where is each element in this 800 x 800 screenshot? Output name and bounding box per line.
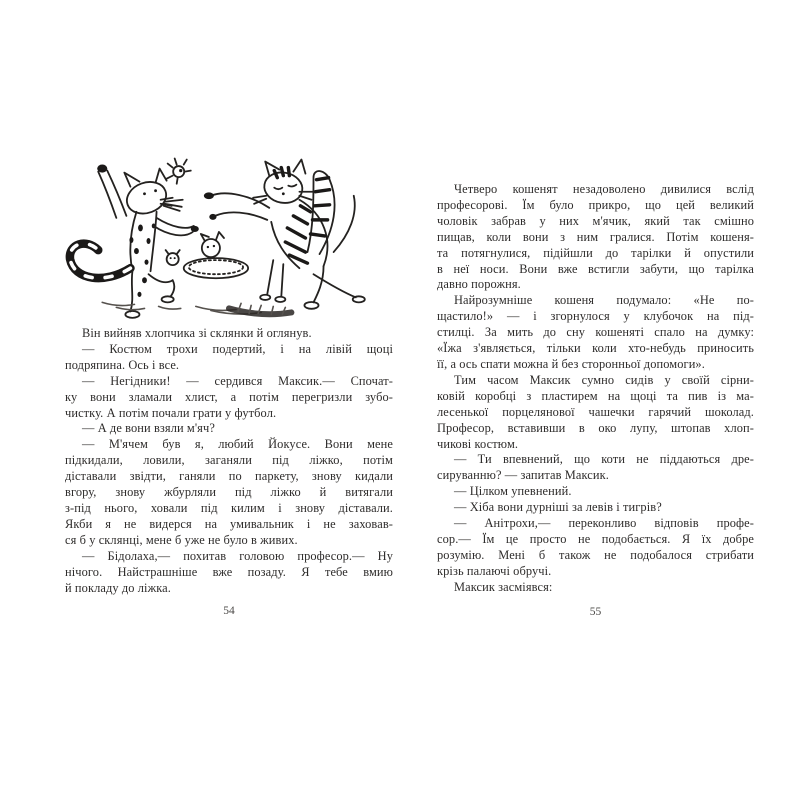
text-line: з-під нього, ховали під килим і знову діставали. <box>65 500 393 515</box>
text-line: лесенької порцелянової чашечки гарячий шоколад. <box>437 404 754 419</box>
text-line: крізь палаючі обручі. <box>437 563 552 578</box>
text-line: Тим часом Максик сумно сидів у своїй сірни- <box>454 372 754 387</box>
right-page-text <box>437 182 754 596</box>
text-line: чикові костюм. <box>437 436 519 451</box>
text-line: — Цілком упевнений. <box>454 484 572 499</box>
text-line: сор.— Їм це просто не подобається. Я їх добре <box>437 531 754 546</box>
text-line: щастило!» — і згорнулося у клубочок на під- <box>437 309 754 324</box>
left-page-text <box>65 326 393 596</box>
text-line: сируванню? — запитав Максик. <box>437 468 609 483</box>
text-line: Якби я не видерся на умивальник і не заховав- <box>65 516 393 531</box>
text-line: — Негідники! — сердився Максик.— Спочат- <box>82 373 393 388</box>
text-line: й покладу до ліжка. <box>65 580 171 595</box>
text-line: Професор, вставивши в око лупу, штопав хлоп- <box>437 420 754 435</box>
text-line: чистку. А потім почали грати у футбол. <box>65 405 277 420</box>
text-line: ся б у склянці, мене б уже не було в живих. <box>65 532 298 547</box>
text-line: — А де вони взяли м'яч? <box>82 421 215 436</box>
text-line: Четверо кошенят незадоволено дивилися вслід <box>454 182 754 196</box>
text-line: стилці. За мить до сну кошеняті спало на думку: <box>437 325 754 340</box>
text-line: Найрозумніше кошеня подумало: «Не по- <box>454 293 754 308</box>
text-line: — Костюм трохи подертий, і на лівій щоці <box>82 341 393 356</box>
text-line: розумію. Мені б також не подобалося стрибати <box>437 547 754 562</box>
text-line: ку вони зламали хлист, а потім перегризли зубо- <box>65 389 393 404</box>
text-line: «Їжа з'являється, тільки коли хто-небудь приносить <box>437 341 754 356</box>
text-line: професорові. Їм було прикро, що цей великий <box>437 197 754 212</box>
text-line: — Анітрохи,— переконливо відповів профе- <box>454 516 754 531</box>
text-line: в неї носи. Вони вже встигли забути, що тарілка <box>437 261 754 276</box>
text-line: підкидали, ловили, заганяли під ліжко, потім <box>65 453 393 468</box>
text-line: Він вийняв хлопчика зі склянки й оглянув. <box>82 326 312 340</box>
text-line: — Бідолаха,— похитав головою професор.— Ну <box>82 548 393 563</box>
cats-illustration <box>60 155 398 323</box>
text-line: подряпина. Ось і все. <box>65 357 180 372</box>
text-line: Максик засміявся: <box>454 579 553 594</box>
text-line: та потягнулися, підійшли до тарілки й опустили <box>437 245 754 260</box>
text-line: ковій коробці з пластирем на щоці та пив із ма- <box>437 388 754 403</box>
two-cats-playing-icon <box>60 155 398 323</box>
text-line: — М'ячем був я, любий Йокусе. Вони мене <box>82 437 393 452</box>
text-line: — Хіба вони дурніші за левів і тигрів? <box>454 500 662 515</box>
left-page-number: 54 <box>223 605 235 617</box>
text-line: діставали звідти, ганяли по паркету, знову кидали <box>65 469 393 484</box>
text-line: давно порожня. <box>437 277 521 292</box>
text-line: вгору, знову жбурляли під ліжко й витягали <box>65 485 393 500</box>
text-line: чоловік забрав у них м'ячик, який так смішно <box>437 213 754 228</box>
text-line: — Ти впевнений, що коти не піддаються дре- <box>454 452 754 467</box>
text-line: нічого. Найстрашніше вже позаду. Я тебе вмию <box>65 564 393 579</box>
text-line: її, а ось спати можна й без сторонньої допомоги». <box>437 356 705 371</box>
right-page-number: 55 <box>589 606 602 618</box>
text-line: пищав, коли вони з ним гралися. Потім кошеня- <box>437 229 754 244</box>
